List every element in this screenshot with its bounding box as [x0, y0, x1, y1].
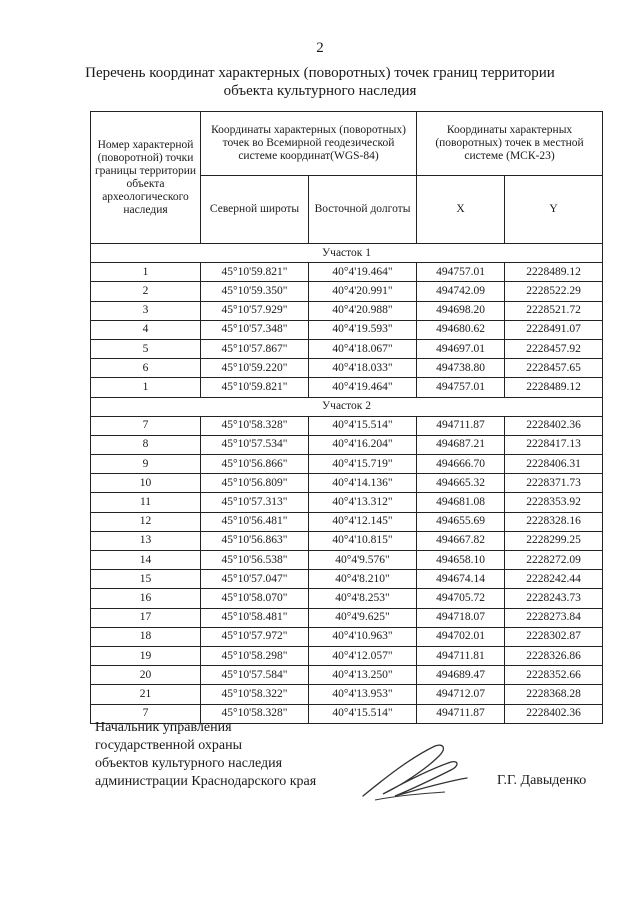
coordinates-table — [90, 111, 603, 724]
east-longitude-cell: 40°4'18.033" — [309, 359, 417, 378]
x-cell: 494712.07 — [417, 685, 505, 704]
point-number-cell: 6 — [91, 359, 201, 378]
document-title — [60, 64, 580, 100]
y-cell: 2228489.12 — [505, 263, 603, 282]
x-cell: 494711.81 — [417, 646, 505, 665]
east-longitude-cell: 40°4'12.057" — [309, 646, 417, 665]
header-wgs84: Координаты характерных (поворотных) точек во Всемирной геодезической системе координат(WGS-84) — [201, 112, 417, 176]
y-cell: 2228522.29 — [505, 282, 603, 301]
table-row — [91, 551, 603, 570]
point-number-cell: 9 — [91, 455, 201, 474]
north-latitude-cell: 45°10'57.584" — [201, 666, 309, 685]
x-cell: 494718.07 — [417, 608, 505, 627]
y-cell: 2228371.73 — [505, 474, 603, 493]
x-cell: 494666.70 — [417, 455, 505, 474]
table-row — [91, 359, 603, 378]
x-cell: 494711.87 — [417, 704, 505, 723]
section-title: Участок 2 — [91, 397, 603, 416]
east-longitude-cell: 40°4'15.514" — [309, 416, 417, 435]
header-msk23: Координаты характерных (поворотных) точек в местной системе (МСК-23) — [417, 112, 603, 176]
table-row — [91, 589, 603, 608]
north-latitude-cell: 45°10'56.538" — [201, 551, 309, 570]
north-latitude-cell: 45°10'59.350" — [201, 282, 309, 301]
table-row — [91, 339, 603, 358]
table-row — [91, 378, 603, 397]
x-cell: 494757.01 — [417, 378, 505, 397]
point-number-cell: 11 — [91, 493, 201, 512]
header-north-latitude: Северной широты — [201, 176, 309, 244]
table-row — [91, 416, 603, 435]
point-number-cell: 16 — [91, 589, 201, 608]
north-latitude-cell: 45°10'58.298" — [201, 646, 309, 665]
x-cell: 494738.80 — [417, 359, 505, 378]
north-latitude-cell: 45°10'56.866" — [201, 455, 309, 474]
point-number-cell: 13 — [91, 531, 201, 550]
north-latitude-cell: 45°10'57.047" — [201, 570, 309, 589]
x-cell: 494697.01 — [417, 339, 505, 358]
east-longitude-cell: 40°4'8.253" — [309, 589, 417, 608]
north-latitude-cell: 45°10'58.328" — [201, 416, 309, 435]
table-row — [91, 301, 603, 320]
point-number-cell: 14 — [91, 551, 201, 570]
table-row — [91, 282, 603, 301]
east-longitude-cell: 40°4'18.067" — [309, 339, 417, 358]
north-latitude-cell: 45°10'57.313" — [201, 493, 309, 512]
x-cell: 494757.01 — [417, 263, 505, 282]
point-number-cell: 4 — [91, 320, 201, 339]
signer-name: Г.Г. Давыденко — [497, 773, 587, 788]
north-latitude-cell: 45°10'58.481" — [201, 608, 309, 627]
point-number-cell: 15 — [91, 570, 201, 589]
point-number-cell: 5 — [91, 339, 201, 358]
point-number-cell: 7 — [91, 704, 201, 723]
table-row — [91, 627, 603, 646]
east-longitude-cell: 40°4'13.312" — [309, 493, 417, 512]
east-longitude-cell: 40°4'14.136" — [309, 474, 417, 493]
table-row — [91, 646, 603, 665]
y-cell: 2228326.86 — [505, 646, 603, 665]
table-row — [91, 474, 603, 493]
y-cell: 2228489.12 — [505, 378, 603, 397]
east-longitude-cell: 40°4'20.988" — [309, 301, 417, 320]
section-row — [91, 397, 603, 416]
position-line-2: государственной охраны — [95, 738, 243, 753]
east-longitude-cell: 40°4'16.204" — [309, 435, 417, 454]
point-number-cell: 17 — [91, 608, 201, 627]
north-latitude-cell: 45°10'56.481" — [201, 512, 309, 531]
y-cell: 2228417.13 — [505, 435, 603, 454]
east-longitude-cell: 40°4'19.464" — [309, 263, 417, 282]
table-row — [91, 666, 603, 685]
y-cell: 2228273.84 — [505, 608, 603, 627]
header-y: Y — [505, 176, 603, 244]
y-cell: 2228242.44 — [505, 570, 603, 589]
y-cell: 2228457.65 — [505, 359, 603, 378]
y-cell: 2228299.25 — [505, 531, 603, 550]
east-longitude-cell: 40°4'13.953" — [309, 685, 417, 704]
section-row — [91, 244, 603, 263]
east-longitude-cell: 40°4'19.464" — [309, 378, 417, 397]
north-latitude-cell: 45°10'57.348" — [201, 320, 309, 339]
y-cell: 2228243.73 — [505, 589, 603, 608]
east-longitude-cell: 40°4'13.250" — [309, 666, 417, 685]
north-latitude-cell: 45°10'58.322" — [201, 685, 309, 704]
point-number-cell: 2 — [91, 282, 201, 301]
section-title: Участок 1 — [91, 244, 603, 263]
table-row — [91, 320, 603, 339]
east-longitude-cell: 40°4'15.514" — [309, 704, 417, 723]
point-number-cell: 10 — [91, 474, 201, 493]
north-latitude-cell: 45°10'58.328" — [201, 704, 309, 723]
title-line-1: Перечень координат характерных (поворотных) точек границ территории — [85, 65, 555, 81]
point-number-cell: 8 — [91, 435, 201, 454]
x-cell: 494705.72 — [417, 589, 505, 608]
north-latitude-cell: 45°10'59.220" — [201, 359, 309, 378]
north-latitude-cell: 45°10'58.070" — [201, 589, 309, 608]
x-cell: 494689.47 — [417, 666, 505, 685]
point-number-cell: 1 — [91, 263, 201, 282]
y-cell: 2228521.72 — [505, 301, 603, 320]
north-latitude-cell: 45°10'59.821" — [201, 378, 309, 397]
point-number-cell: 18 — [91, 627, 201, 646]
point-number-cell: 20 — [91, 666, 201, 685]
x-cell: 494667.82 — [417, 531, 505, 550]
east-longitude-cell: 40°4'9.576" — [309, 551, 417, 570]
east-longitude-cell: 40°4'20.991" — [309, 282, 417, 301]
page-number: 2 — [316, 40, 324, 56]
table-row — [91, 263, 603, 282]
header-x: X — [417, 176, 505, 244]
east-longitude-cell: 40°4'12.145" — [309, 512, 417, 531]
y-cell: 2228353.92 — [505, 493, 603, 512]
table-row — [91, 493, 603, 512]
x-cell: 494702.01 — [417, 627, 505, 646]
y-cell: 2228272.09 — [505, 551, 603, 570]
point-number-cell: 12 — [91, 512, 201, 531]
x-cell: 494658.10 — [417, 551, 505, 570]
position-line-4: администрации Краснодарского края — [95, 774, 317, 789]
north-latitude-cell: 45°10'57.972" — [201, 627, 309, 646]
point-number-cell: 21 — [91, 685, 201, 704]
y-cell: 2228406.31 — [505, 455, 603, 474]
y-cell: 2228328.16 — [505, 512, 603, 531]
title-line-2: объекта культурного наследия — [223, 83, 417, 99]
table-row — [91, 512, 603, 531]
x-cell: 494665.32 — [417, 474, 505, 493]
x-cell: 494680.62 — [417, 320, 505, 339]
y-cell: 2228302.87 — [505, 627, 603, 646]
east-longitude-cell: 40°4'10.963" — [309, 627, 417, 646]
table-row — [91, 455, 603, 474]
y-cell: 2228402.36 — [505, 704, 603, 723]
y-cell: 2228402.36 — [505, 416, 603, 435]
north-latitude-cell: 45°10'56.863" — [201, 531, 309, 550]
east-longitude-cell: 40°4'10.815" — [309, 531, 417, 550]
y-cell: 2228491.07 — [505, 320, 603, 339]
position-line-3: объектов культурного наследия — [95, 756, 283, 771]
x-cell: 494711.87 — [417, 416, 505, 435]
x-cell: 494742.09 — [417, 282, 505, 301]
y-cell: 2228368.28 — [505, 685, 603, 704]
table-row — [91, 685, 603, 704]
x-cell: 494687.21 — [417, 435, 505, 454]
position-line-1: Начальник управления — [95, 720, 232, 735]
table-body — [91, 244, 603, 724]
point-number-cell: 7 — [91, 416, 201, 435]
north-latitude-cell: 45°10'57.929" — [201, 301, 309, 320]
table-row — [91, 608, 603, 627]
north-latitude-cell: 45°10'57.534" — [201, 435, 309, 454]
header-east-longitude: Восточной долготы — [309, 176, 417, 244]
y-cell: 2228352.66 — [505, 666, 603, 685]
point-number-cell: 1 — [91, 378, 201, 397]
footer-position — [95, 719, 316, 791]
east-longitude-cell: 40°4'15.719" — [309, 455, 417, 474]
table-row — [91, 531, 603, 550]
north-latitude-cell: 45°10'57.867" — [201, 339, 309, 358]
x-cell: 494674.14 — [417, 570, 505, 589]
signature-icon — [355, 738, 475, 808]
table-row — [91, 570, 603, 589]
north-latitude-cell: 45°10'56.809" — [201, 474, 309, 493]
x-cell: 494698.20 — [417, 301, 505, 320]
east-longitude-cell: 40°4'19.593" — [309, 320, 417, 339]
point-number-cell: 3 — [91, 301, 201, 320]
east-longitude-cell: 40°4'8.210" — [309, 570, 417, 589]
north-latitude-cell: 45°10'59.821" — [201, 263, 309, 282]
x-cell: 494681.08 — [417, 493, 505, 512]
y-cell: 2228457.92 — [505, 339, 603, 358]
x-cell: 494655.69 — [417, 512, 505, 531]
east-longitude-cell: 40°4'9.625" — [309, 608, 417, 627]
table-row — [91, 435, 603, 454]
point-number-cell: 19 — [91, 646, 201, 665]
header-point-number: Номер характерной (поворотной) точки границы территории объекта археологического наследия — [91, 112, 201, 244]
